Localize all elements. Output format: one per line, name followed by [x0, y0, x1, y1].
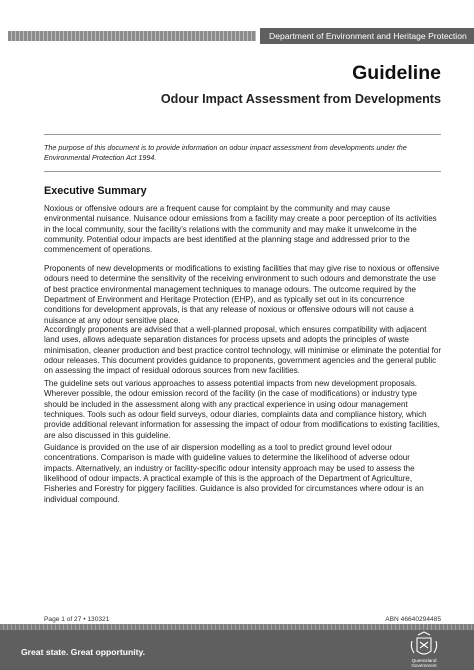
- header-stripes: [8, 31, 256, 41]
- paragraph-4: The guideline sets out various approaches to assess potential impacts from new development proposals. Wherever possible, the odour emission record of the facility (in the case of modifications) or industry type should be included in the assessment along with any practical experience in using odour management techniques. Tools such as odour field surveys, odour diaries, complaints data and compliance history, which provide additional relevant information for assessing the impact of odour from modifications to existing facilities, are also discussed in this guideline.: [44, 379, 440, 440]
- footer-stripes: [0, 624, 474, 630]
- section-heading: Executive Summary: [44, 185, 147, 197]
- department-name: Department of Environment and Heritage Protection: [260, 28, 474, 44]
- document-subtitle: Odour Impact Assessment from Developments: [160, 92, 441, 106]
- paragraph-2: Proponents of new developments or modifications to existing facilities that may give rise to noxious or offensive odours need to determine the sensitivity of the receiving environment to such odours and demonstrate the use of best practice environmental management techniques to manage odours. The outcome required by the Department of Environment and Heritage Protection (EHP), and as typically set out in its concurrence conditions for development approvals, is that any release of noxious or offensive odours will not cause a nuisance at any odour sensitive place.: [44, 264, 440, 325]
- tagline: Great state. Great opportunity.: [21, 647, 145, 657]
- divider-bottom: [44, 171, 441, 172]
- paragraph-1: Noxious or offensive odours are a frequent cause for complaint by the community and may cause environmental nuisance. Nuisance odour emissions from a facility may create a poor perception of its activities in the local community, sour the facility’s relations with the community and may make it unwelcome in the community. Potential odour impacts are best identified at the planning stage and addressed prior to the commencement of operations.: [44, 204, 437, 255]
- paragraph-5: Guidance is provided on the use of air dispersion modelling as a tool to predict ground level odour concentrations. Comparison is made with guideline values to determine the likelihood of adverse odour impacts. Alternatively, an industry or facility-specific odour intensity approach may be used to assess the likelihood of odour impacts. A practical example of this is the approach of the Department of Agriculture, Fisheries and Forestry for piggery facilities. Guidance is also provided for circumstances where odour is an individual compound.: [44, 443, 424, 504]
- divider-top: [44, 134, 441, 135]
- document-title: Guideline: [352, 62, 441, 84]
- footer-bar: [0, 624, 474, 670]
- purpose-statement: The purpose of this document is to provide information on odour impact assessment from developments under the Environmental Protection Act 1994.: [44, 143, 407, 163]
- abn-number: ABN 46640294485: [385, 616, 441, 623]
- page-info: Page 1 of 27 • 130321: [44, 616, 110, 623]
- logo-text: Queensland Government: [411, 658, 437, 668]
- header-bar: [0, 28, 474, 44]
- paragraph-3: Accordingly proponents are advised that a well-planned proposal, which ensures compatibility with adjacent land uses, allows adequate separation distances for process upsets and adopts the principles of waste minimisation, cleaner production and best practice control technology, will minimise or eliminate the potential for odour releases. This document provides guidance to proponents, government agencies and the general public on assessing the impact of residual odorous sources from new facilities.: [44, 325, 442, 376]
